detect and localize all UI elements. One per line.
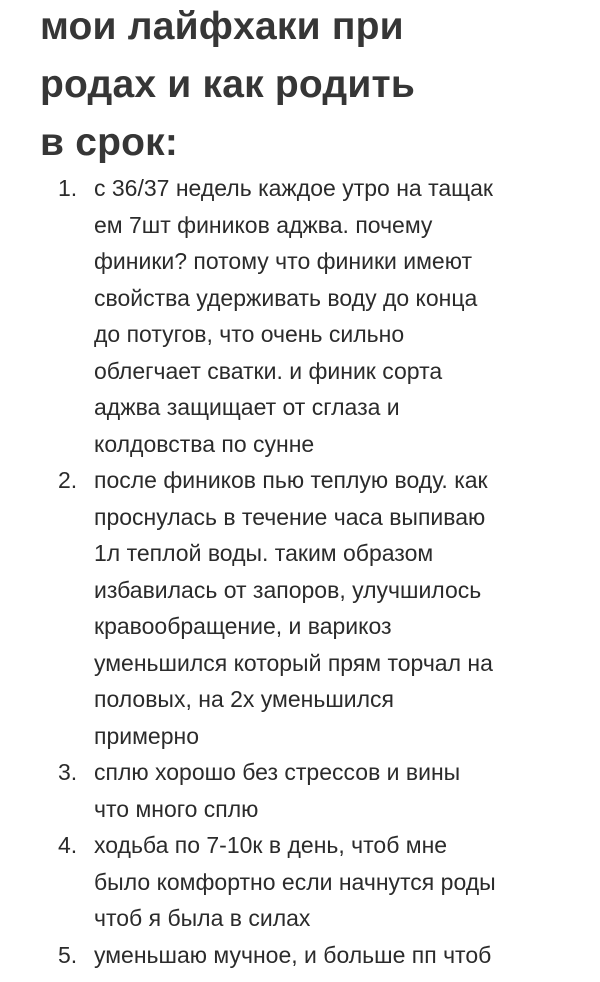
- list-item-text: [94, 937, 574, 974]
- title-line: в срок:: [40, 121, 179, 164]
- text-line: кравообращение, и варикоз: [94, 613, 392, 639]
- text-line: аджва защищает от сглаза и: [94, 394, 400, 420]
- text-line: проснулась в течение часа выпиваю: [94, 503, 486, 530]
- text-line: сплю хорошо без стрессов и вины: [94, 759, 461, 785]
- article-title: [40, 0, 580, 172]
- text-line: ходьба по 7-10к в день, чтоб мне: [94, 832, 448, 858]
- list-item-number: 3.: [58, 759, 78, 785]
- text-line: колдовства по сунне: [94, 430, 315, 457]
- list-item-text: [94, 754, 574, 827]
- text-line: было комфортно если начнутся роды: [94, 868, 496, 895]
- text-line: свойства удерживать воду до конца: [94, 284, 478, 311]
- lifehacks-list: [0, 170, 600, 973]
- text-line: финики? потому что финики имеют: [94, 248, 472, 274]
- list-item-number: 5.: [58, 941, 78, 968]
- list-item-text: [94, 170, 574, 462]
- text-line: после фиников пью теплую воду. как: [94, 467, 488, 493]
- list-item-1: [0, 170, 600, 462]
- text-line: чтоб я была в силах: [94, 905, 311, 931]
- list-item-2: [0, 462, 600, 754]
- list-item-text: [94, 827, 574, 937]
- text-line: что много сплю: [94, 795, 259, 822]
- list-item-4: [0, 827, 600, 937]
- list-item-3: [0, 754, 600, 827]
- text-line: облегчает сватки. и финик сорта: [94, 357, 443, 384]
- title-line: родах и как родить: [40, 63, 416, 106]
- text-line: 1л теплой воды. таким образом: [94, 540, 434, 566]
- text-line: избавилась от запоров, улучшилось: [94, 576, 482, 603]
- text-line: половых, на 2х уменьшился: [94, 686, 395, 712]
- text-line: ем 7шт фиников аджва. почему: [94, 211, 433, 238]
- text-line: до потугов, что очень сильно: [94, 321, 405, 347]
- text-line: уменьшился который прям торчал на: [94, 649, 493, 676]
- text-line: уменьшаю мучное, и больше пп чтоб: [94, 941, 492, 968]
- list-item-text: [94, 462, 574, 754]
- list-item-number: 1.: [58, 175, 78, 201]
- list-item-number: 4.: [58, 832, 78, 858]
- text-line: примерно: [94, 722, 199, 749]
- list-item-5: [0, 937, 600, 974]
- text-line: с 36/37 недель каждое утро на тащак: [94, 175, 493, 201]
- list-item-number: 2.: [58, 467, 78, 493]
- title-line: мои лайфхаки при: [40, 5, 404, 48]
